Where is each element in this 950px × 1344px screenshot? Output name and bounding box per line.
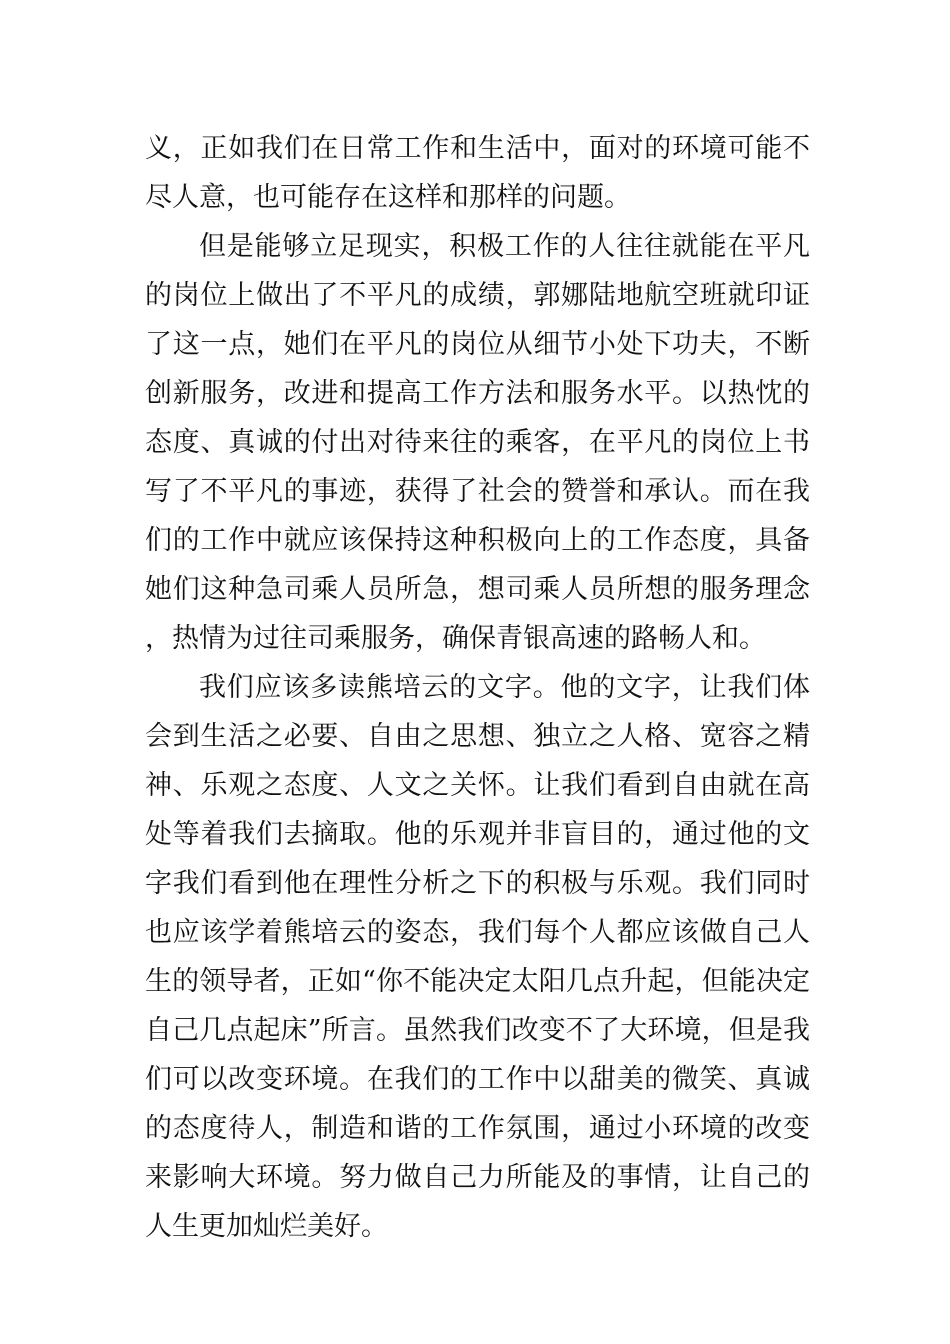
paragraph-continued: 义，正如我们在日常工作和生活中，面对的环境可能不尽人意，也可能存在这样和那样的问题。 (145, 133, 810, 213)
document-page (145, 124, 810, 1251)
paragraph-xiong-peiyun: 我们应该多读熊培云的文字。他的文字，让我们体会到生活之必要、自由之思想、独立之人格、宽容之精神、乐观之态度、人文之关怀。让我们看到自由就在高处等着我们去摘取。他的乐观并非盲目的，通过他的文字我们看到他在理性分析之下的积极与乐观。我们同时也应该学着熊培云的姿态，我们每个人都应该做自己人生的领导者，正如“你不能决定太阳几点升起，但能决定自己几点起床”所言。虽然我们改变不了大环境，但是我们可以改变环境。在我们的工作中以甜美的微笑、真诚的态度待人，制造和谐的工作氛围，通过小环境的改变来影响大环境。努力做自己力所能及的事情，让自己的人生更加灿烂美好。 (145, 672, 810, 1242)
paragraph-ground-service: 但是能够立足现实，积极工作的人往往就能在平凡的岗位上做出了不平凡的成绩，郭娜陆地航空班就印证了这一点，她们在平凡的岗位从细节小处下功夫，不断创新服务，改进和提高工作方法和服务水平。以热忱的态度、真诚的付出对待来往的乘客，在平凡的岗位上书写了不平凡的事迹，获得了社会的赞誉和承认。而在我们的工作中就应该保持这种积极向上的工作态度，具备她们这种急司乘人员所急，想司乘人员所想的服务理念，热情为过往司乘服务，确保青银高速的路畅人和。 (145, 231, 810, 654)
